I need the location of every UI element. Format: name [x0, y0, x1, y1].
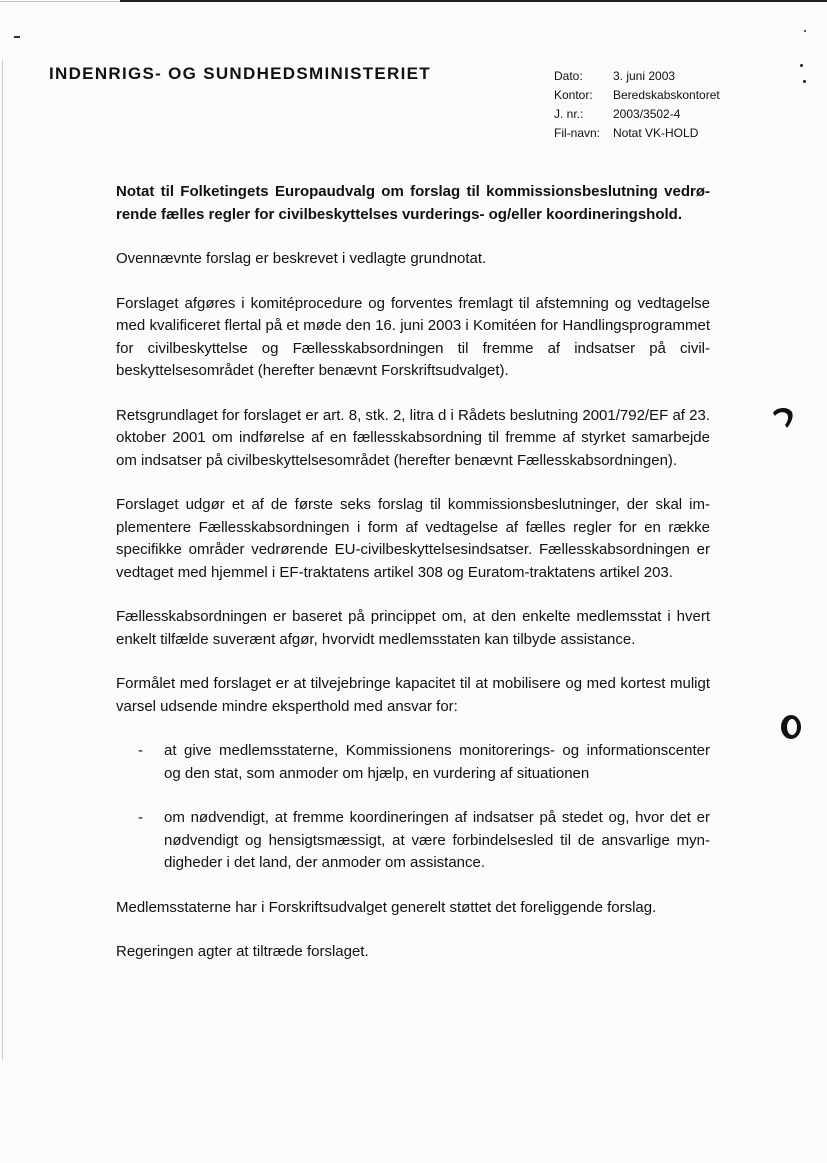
paragraph: Formålet med forslaget er at tilvejebringe kapacitet til at mobilisere og med kortest muligt varsel udsende mindre eksperthold med ansvar for:	[116, 675, 710, 715]
meta-key: Kontor:	[554, 88, 593, 102]
paragraph: Regeringen agter at tiltræde forslaget.	[116, 943, 369, 960]
scan-dot	[803, 80, 806, 83]
scan-edge-top	[120, 0, 827, 2]
meta-key: J. nr.:	[554, 107, 584, 121]
bullet-text: om nødvendigt, at fremme koordineringen af indsatser på stedet og, hvor det er nødvendigt og hensigtsmæssigt, at være forbindelsesled til de ansvarlige myndigheder i det land, der anmoder om assistance.	[164, 809, 710, 871]
bullet-text: at give medlemsstaterne, Kommissionens monitorerings- og informationscenter og den stat, som anmoder om hjælp, en vurdering af situationen	[164, 742, 710, 782]
scan-dot	[804, 30, 806, 32]
bullet-dash: -	[138, 809, 143, 826]
meta-key: Fil-navn:	[554, 126, 601, 140]
meta-row-date	[554, 67, 720, 86]
paragraph: Forslaget afgøres i komitéprocedure og forventes fremlagt til afstemning og vedtagelse med kvalificeret flertal på et møde den 16. juni 2003 i Komitéen for Handlingsprogrammet for civilbeskyttelse og Fællesskabsordningen til fremme af indsatser på civilbeskyttelsesområdet (herefter benævnt Forskriftsudvalget).	[116, 294, 710, 379]
meta-row-filename	[554, 124, 720, 143]
paragraph: Retsgrundlaget for forslaget er art. 8, stk. 2, litra d i Rådets beslutning 2001/792/EF af 23. oktober 2001 om indførelse af en fællesskabsordning til fremme af styrket samarbejde om indsatser på civilbeskyttelsesområdet (herefter benævnt Fællesskabsordningen).	[116, 406, 710, 469]
bullet-item	[116, 807, 710, 875]
document-title: Notat til Folketingets Europaudvalg om forslag til kommissionsbeslutning vedrørende fælles regler for civilbeskyttelses vurderings- og/eller koordineringshold.	[116, 183, 710, 223]
bullet-dash: -	[138, 742, 143, 759]
meta-row-journal	[554, 105, 720, 124]
scan-tick-mark	[14, 36, 20, 38]
scan-edge-faint	[0, 1, 120, 2]
document-meta	[554, 67, 720, 143]
ministry-name: INDENRIGS- OG SUNDHEDSMINISTERIET	[49, 64, 431, 83]
scan-dot	[800, 64, 803, 67]
paragraph: Fællesskabsordningen er baseret på princippet om, at den enkelte medlemsstat i hvert enkelt tilfælde suverænt afgør, hvorvidt medlemsstaten kan tilbyde assistance.	[116, 608, 710, 648]
document-body	[116, 181, 710, 964]
meta-value: Notat VK-HOLD	[613, 126, 699, 140]
punch-hole-mark	[778, 712, 804, 742]
paragraph: Ovennævnte forslag er beskrevet i vedlagte grundnotat.	[116, 250, 487, 267]
meta-value: 2003/3502-4	[613, 107, 681, 121]
punch-hole-mark	[770, 404, 796, 430]
meta-key: Dato:	[554, 69, 583, 83]
bullet-item	[116, 740, 710, 785]
meta-row-office	[554, 86, 720, 105]
meta-value: 3. juni 2003	[613, 69, 676, 83]
meta-value: Beredskabskontoret	[613, 88, 720, 102]
scan-edge-left	[2, 60, 3, 1060]
paragraph: Forslaget udgør et af de første seks forslag til kommissionsbeslutninger, der skal implementere Fællesskabsordningen i form af vedtagelse af fælles regler for en række specifikke områder vedrørende EU-civilbeskyttelsesindsatser. Fællesskabsordningen er vedtaget med hjemmel i EF-traktatens artikel 308 og Euratom-traktatens artikel 203.	[116, 496, 710, 581]
paragraph: Medlemsstaterne har i Forskriftsudvalget generelt støttet det foreliggende forslag.	[116, 898, 657, 916]
